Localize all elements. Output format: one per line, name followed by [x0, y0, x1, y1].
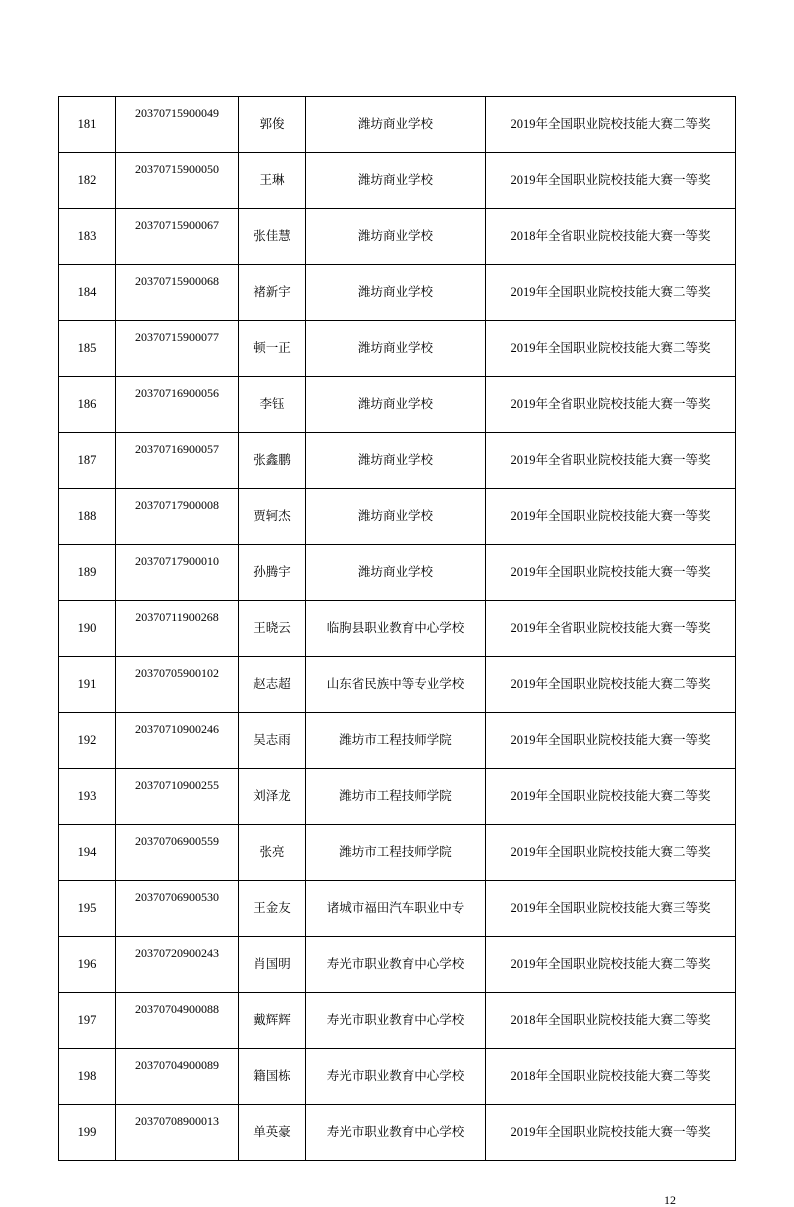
school-name-cell: 寿光市职业教育中心学校 — [306, 1049, 486, 1105]
student-id-cell: 20370706900530 — [116, 881, 239, 937]
school-name-cell: 潍坊商业学校 — [306, 433, 486, 489]
student-id-cell: 20370716900057 — [116, 433, 239, 489]
row-number-cell: 198 — [59, 1049, 116, 1105]
award-cell: 2019年全省职业院校技能大赛一等奖 — [486, 433, 736, 489]
award-cell: 2019年全国职业院校技能大赛二等奖 — [486, 937, 736, 993]
student-id-cell: 20370710900246 — [116, 713, 239, 769]
school-name-cell: 潍坊市工程技师学院 — [306, 713, 486, 769]
row-number-cell: 190 — [59, 601, 116, 657]
award-cell: 2019年全国职业院校技能大赛二等奖 — [486, 769, 736, 825]
school-name-cell: 潍坊商业学校 — [306, 265, 486, 321]
student-name-cell: 王琳 — [239, 153, 306, 209]
student-name-cell: 戴辉辉 — [239, 993, 306, 1049]
school-name-cell: 临朐县职业教育中心学校 — [306, 601, 486, 657]
school-name-cell: 潍坊商业学校 — [306, 97, 486, 153]
table-row — [59, 433, 736, 489]
student-name-cell: 张亮 — [239, 825, 306, 881]
student-id-cell: 20370715900068 — [116, 265, 239, 321]
student-id-cell: 20370708900013 — [116, 1105, 239, 1161]
row-number-cell: 193 — [59, 769, 116, 825]
table-row — [59, 377, 736, 433]
school-name-cell: 潍坊商业学校 — [306, 209, 486, 265]
award-cell: 2018年全国职业院校技能大赛二等奖 — [486, 1049, 736, 1105]
award-cell: 2019年全国职业院校技能大赛一等奖 — [486, 713, 736, 769]
table-row — [59, 601, 736, 657]
award-cell: 2019年全省职业院校技能大赛一等奖 — [486, 601, 736, 657]
award-cell: 2019年全国职业院校技能大赛一等奖 — [486, 153, 736, 209]
school-name-cell: 潍坊市工程技师学院 — [306, 825, 486, 881]
student-name-cell: 王金友 — [239, 881, 306, 937]
student-id-cell: 20370715900067 — [116, 209, 239, 265]
award-cell: 2019年全国职业院校技能大赛一等奖 — [486, 545, 736, 601]
award-cell: 2019年全国职业院校技能大赛二等奖 — [486, 825, 736, 881]
row-number-cell: 181 — [59, 97, 116, 153]
student-name-cell: 单英豪 — [239, 1105, 306, 1161]
student-name-cell: 张鑫鹏 — [239, 433, 306, 489]
school-name-cell: 潍坊商业学校 — [306, 545, 486, 601]
school-name-cell: 潍坊商业学校 — [306, 153, 486, 209]
school-name-cell: 潍坊商业学校 — [306, 377, 486, 433]
student-name-cell: 籍国栋 — [239, 1049, 306, 1105]
row-number-cell: 184 — [59, 265, 116, 321]
student-id-cell: 20370704900088 — [116, 993, 239, 1049]
row-number-cell: 189 — [59, 545, 116, 601]
table-row — [59, 657, 736, 713]
awards-table — [58, 96, 736, 1161]
student-id-cell: 20370717900010 — [116, 545, 239, 601]
school-name-cell: 寿光市职业教育中心学校 — [306, 993, 486, 1049]
table-row — [59, 265, 736, 321]
student-name-cell: 刘泽龙 — [239, 769, 306, 825]
table-row — [59, 97, 736, 153]
row-number-cell: 183 — [59, 209, 116, 265]
student-id-cell: 20370715900049 — [116, 97, 239, 153]
student-name-cell: 王晓云 — [239, 601, 306, 657]
table-row — [59, 1049, 736, 1105]
school-name-cell: 潍坊市工程技师学院 — [306, 769, 486, 825]
table-row — [59, 489, 736, 545]
award-cell: 2019年全国职业院校技能大赛二等奖 — [486, 657, 736, 713]
student-name-cell: 顿一正 — [239, 321, 306, 377]
award-cell: 2018年全省职业院校技能大赛一等奖 — [486, 209, 736, 265]
award-cell: 2019年全国职业院校技能大赛一等奖 — [486, 489, 736, 545]
student-id-cell: 20370710900255 — [116, 769, 239, 825]
table-row — [59, 769, 736, 825]
row-number-cell: 188 — [59, 489, 116, 545]
school-name-cell: 寿光市职业教育中心学校 — [306, 937, 486, 993]
row-number-cell: 197 — [59, 993, 116, 1049]
table-row — [59, 825, 736, 881]
student-id-cell: 20370704900089 — [116, 1049, 239, 1105]
table-row — [59, 713, 736, 769]
table-row — [59, 881, 736, 937]
row-number-cell: 199 — [59, 1105, 116, 1161]
row-number-cell: 191 — [59, 657, 116, 713]
school-name-cell: 诸城市福田汽车职业中专 — [306, 881, 486, 937]
table-row — [59, 209, 736, 265]
student-name-cell: 孙腾宇 — [239, 545, 306, 601]
student-name-cell: 吴志雨 — [239, 713, 306, 769]
table-row — [59, 993, 736, 1049]
table-row — [59, 153, 736, 209]
row-number-cell: 186 — [59, 377, 116, 433]
award-cell: 2018年全国职业院校技能大赛二等奖 — [486, 993, 736, 1049]
student-name-cell: 贾轲杰 — [239, 489, 306, 545]
page-number: 12 — [664, 1193, 676, 1207]
student-id-cell: 20370715900077 — [116, 321, 239, 377]
row-number-cell: 194 — [59, 825, 116, 881]
award-cell: 2019年全省职业院校技能大赛一等奖 — [486, 377, 736, 433]
student-id-cell: 20370711900268 — [116, 601, 239, 657]
award-cell: 2019年全国职业院校技能大赛二等奖 — [486, 97, 736, 153]
student-id-cell: 20370715900050 — [116, 153, 239, 209]
award-cell: 2019年全国职业院校技能大赛二等奖 — [486, 265, 736, 321]
row-number-cell: 185 — [59, 321, 116, 377]
student-id-cell: 20370706900559 — [116, 825, 239, 881]
award-cell: 2019年全国职业院校技能大赛三等奖 — [486, 881, 736, 937]
student-id-cell: 20370716900056 — [116, 377, 239, 433]
school-name-cell: 潍坊商业学校 — [306, 321, 486, 377]
student-name-cell: 张佳慧 — [239, 209, 306, 265]
student-name-cell: 李钰 — [239, 377, 306, 433]
table-row — [59, 545, 736, 601]
table-row — [59, 1105, 736, 1161]
award-cell: 2019年全国职业院校技能大赛二等奖 — [486, 321, 736, 377]
school-name-cell: 寿光市职业教育中心学校 — [306, 1105, 486, 1161]
student-id-cell: 20370717900008 — [116, 489, 239, 545]
school-name-cell: 潍坊商业学校 — [306, 489, 486, 545]
row-number-cell: 196 — [59, 937, 116, 993]
student-name-cell: 郭俊 — [239, 97, 306, 153]
student-id-cell: 20370705900102 — [116, 657, 239, 713]
row-number-cell: 182 — [59, 153, 116, 209]
student-name-cell: 肖国明 — [239, 937, 306, 993]
award-cell: 2019年全国职业院校技能大赛一等奖 — [486, 1105, 736, 1161]
row-number-cell: 192 — [59, 713, 116, 769]
student-name-cell: 褚新宇 — [239, 265, 306, 321]
table-row — [59, 937, 736, 993]
student-name-cell: 赵志超 — [239, 657, 306, 713]
student-id-cell: 20370720900243 — [116, 937, 239, 993]
row-number-cell: 187 — [59, 433, 116, 489]
table-row — [59, 321, 736, 377]
school-name-cell: 山东省民族中等专业学校 — [306, 657, 486, 713]
row-number-cell: 195 — [59, 881, 116, 937]
